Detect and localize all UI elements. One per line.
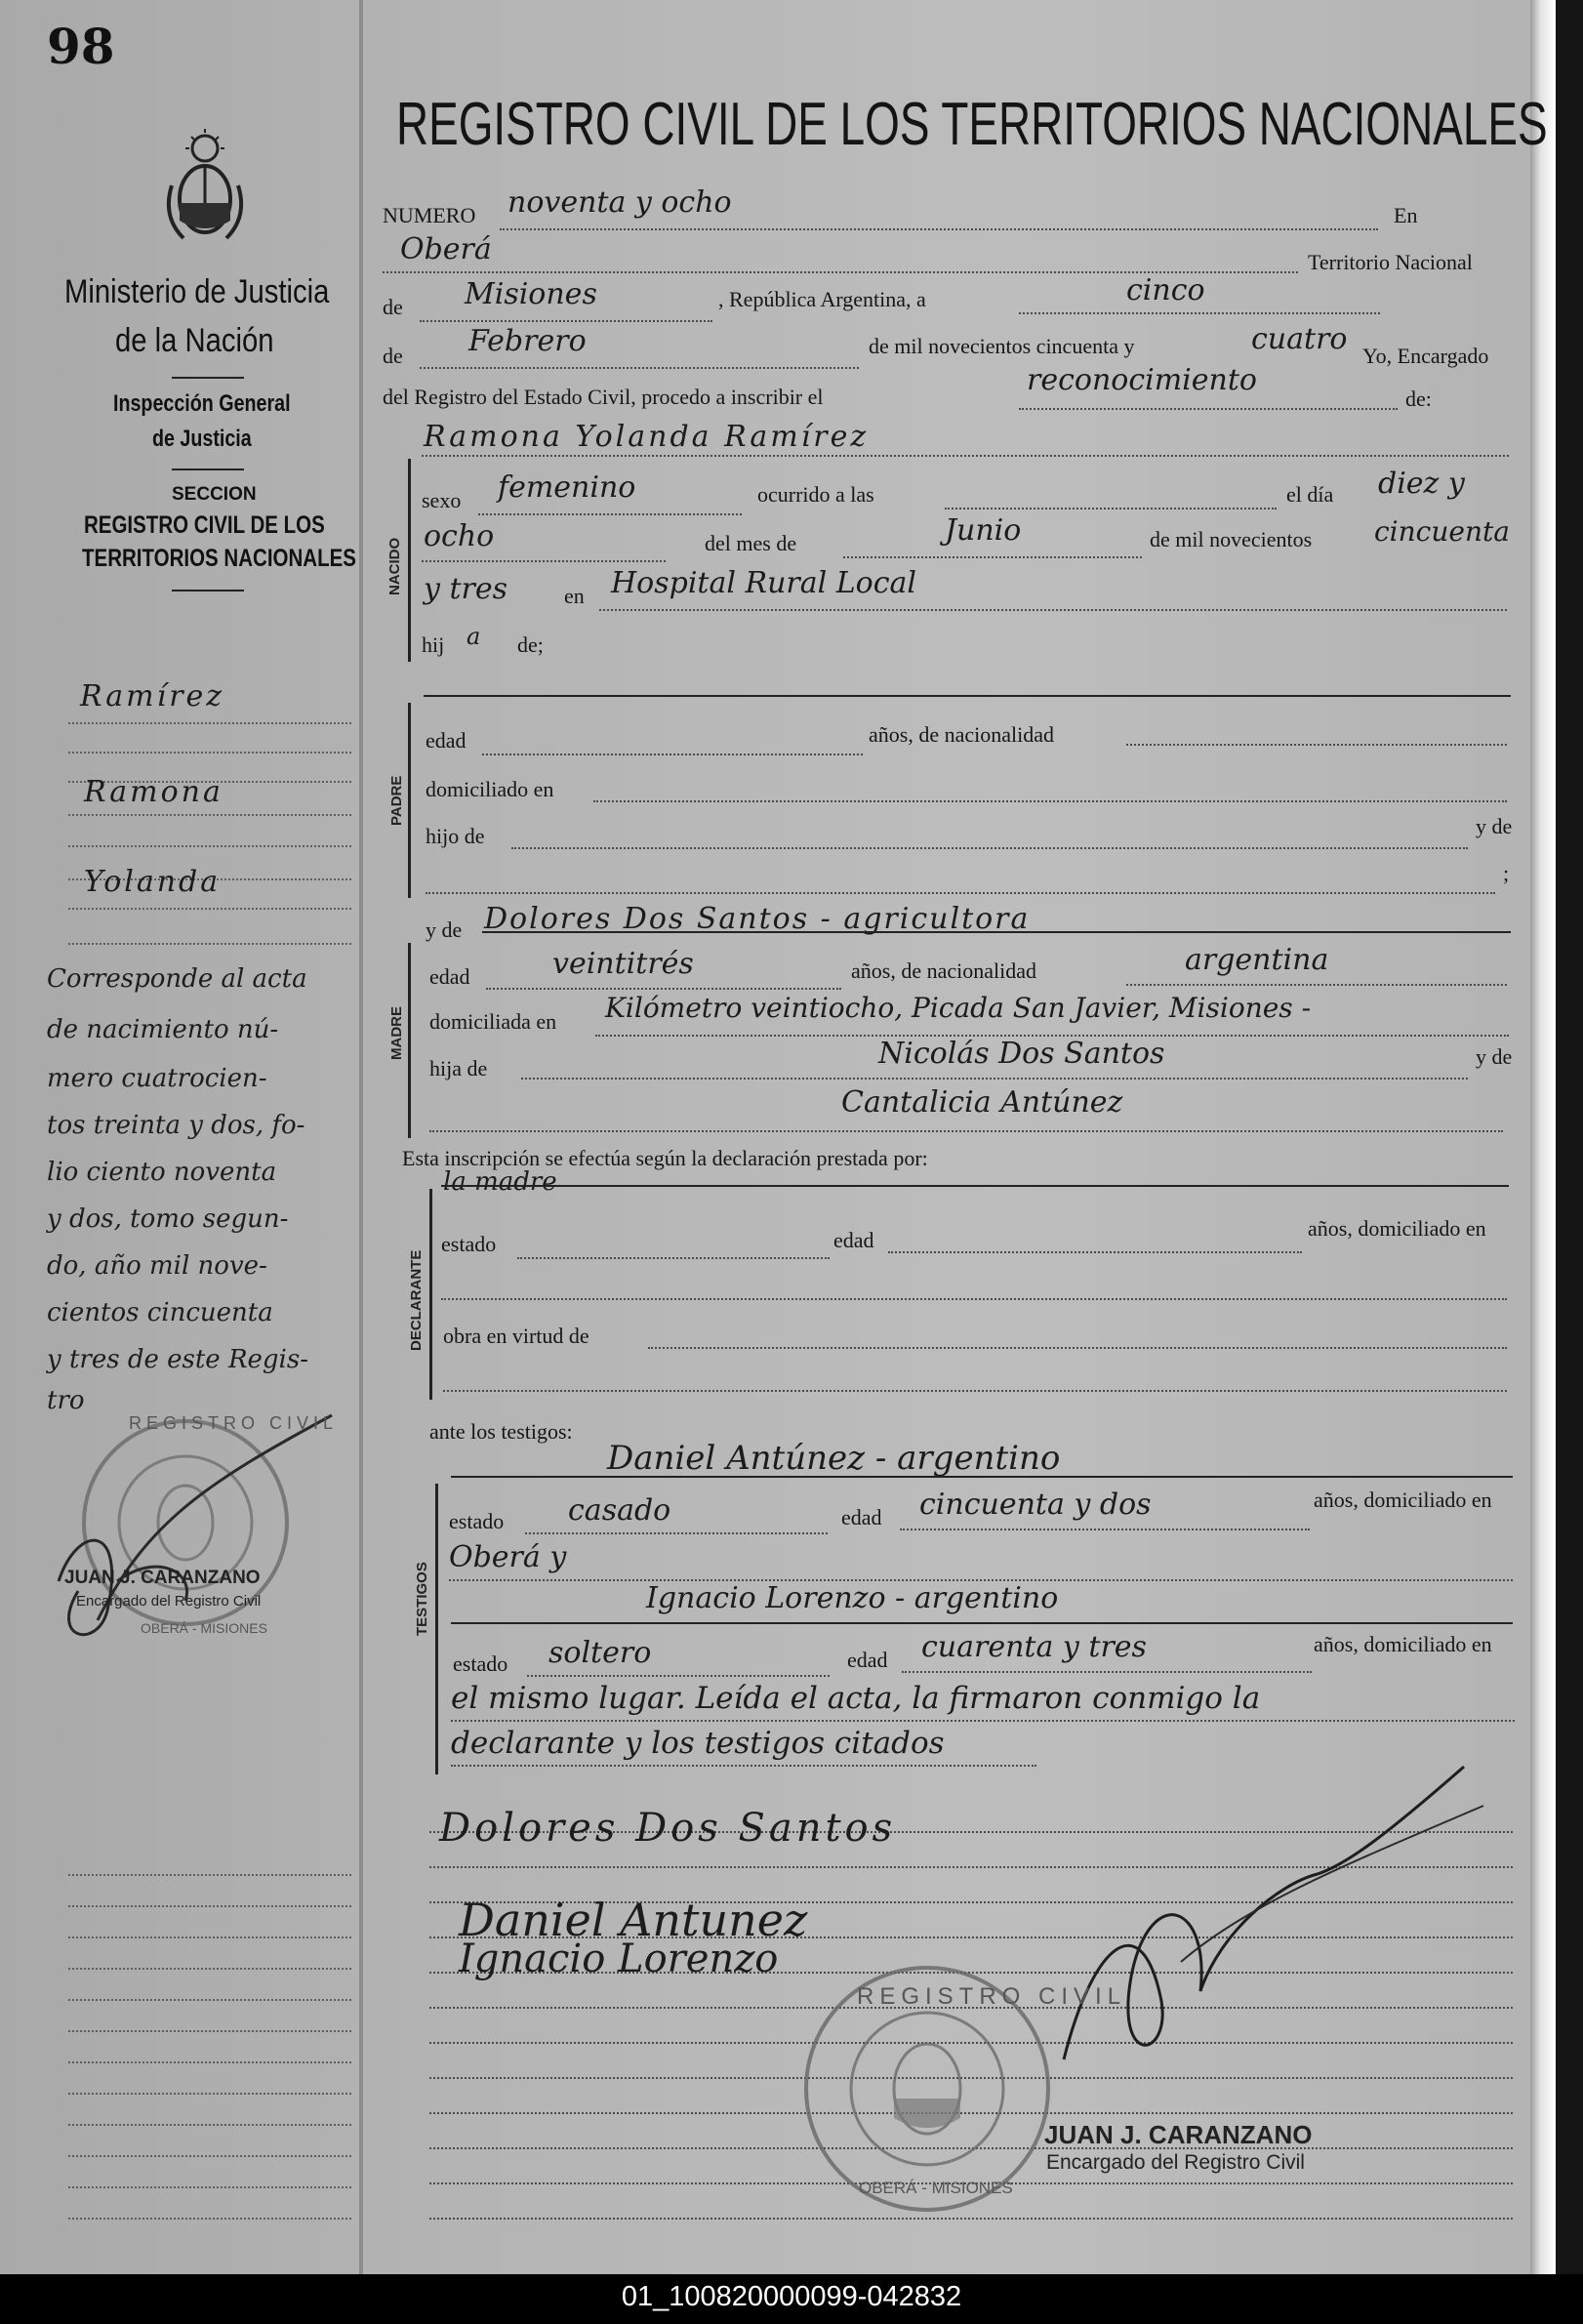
madre-domiciliada-label: domiciliada en xyxy=(429,1009,557,1034)
ocurrido-label: ocurrido a las xyxy=(757,482,874,507)
testigo1-edad-line xyxy=(900,1529,1310,1530)
testigo2-estado-value: soltero xyxy=(548,1636,652,1670)
padre-bracket xyxy=(408,703,411,898)
de-nacido-label: de; xyxy=(517,632,544,657)
closing-line-1-rule xyxy=(451,1720,1515,1722)
madre-name-rule xyxy=(482,931,1511,933)
mes-value: Junio xyxy=(945,513,1022,548)
sidebar-rule-3 xyxy=(172,590,244,591)
form-title: REGISTRO CIVIL DE LOS TERRITORIOS NACIONALES xyxy=(396,91,1548,158)
testigo1-anios-label: años, domiciliado en xyxy=(1314,1488,1492,1512)
padre-nacionalidad-line xyxy=(1126,744,1507,746)
hij-label: hij xyxy=(422,632,445,657)
padre-hijo-line xyxy=(511,847,1468,849)
official-seal-ring-bottom: OBERÁ - MISIONES xyxy=(859,2179,1013,2197)
margin-seal-ring-top: REGISTRO CIVIL xyxy=(129,1413,339,1433)
madre-madre-value: Cantalicia Antúnez xyxy=(841,1085,1123,1120)
month-value: Febrero xyxy=(468,324,587,358)
margin-note-line: lio ciento noventa xyxy=(47,1158,277,1187)
margin-note-line: tro xyxy=(47,1386,85,1415)
testigo2-estado-line xyxy=(527,1675,830,1677)
official-signature-icon xyxy=(1054,1747,1503,2099)
ministry-line-1: Ministerio de Justicia xyxy=(64,273,330,310)
mes-line xyxy=(843,556,1142,558)
margin-seal-stamp xyxy=(39,1376,351,1689)
lugar-line xyxy=(599,609,1507,611)
declarante-domicilio-line xyxy=(441,1298,1507,1300)
madre-anios-label: años, de nacionalidad xyxy=(851,958,1036,983)
declarante-edad-label: edad xyxy=(833,1228,874,1252)
testigos-bracket xyxy=(435,1484,438,1774)
signature-testigo-2: Ignacio Lorenzo xyxy=(459,1937,779,1981)
margin-note-line: de nacimiento nú- xyxy=(47,1015,279,1044)
de-label: de xyxy=(383,295,403,319)
margin-note-line: mero cuatrocien- xyxy=(47,1064,267,1093)
margin-surname: Ramírez xyxy=(80,679,225,714)
closing-line-2-rule xyxy=(451,1765,1036,1767)
numero-label: NUMERO xyxy=(383,203,476,227)
padre-anios-label: años, de nacionalidad xyxy=(869,722,1054,747)
margin-note-line: cientos cincuenta xyxy=(47,1298,273,1327)
lugar-value: Hospital Rural Local xyxy=(611,566,917,600)
section-line-1: REGISTRO CIVIL DE LOS xyxy=(84,511,325,539)
nacido-name-line xyxy=(422,455,1509,457)
official-seal-ring-top: REGISTRO CIVIL xyxy=(857,1983,1127,2010)
coat-of-arms-icon xyxy=(158,127,252,254)
mil-label: de mil novecientos cincuenta y xyxy=(869,334,1135,358)
official-officer-title: Encargado del Registro Civil xyxy=(1046,2151,1305,2174)
page-edge xyxy=(1530,0,1556,2274)
margin-officer-title: Encargado del Registro Civil xyxy=(76,1593,262,1610)
testigo1-rule xyxy=(451,1476,1513,1478)
madre-hija-label: hija de xyxy=(429,1056,488,1080)
day-value: cinco xyxy=(1126,273,1205,307)
sexo-value: femenino xyxy=(498,470,636,505)
territorio-label: Territorio Nacional xyxy=(1308,250,1473,274)
closing-line-1: el mismo lugar. Leída el acta, la firmaron conmigo la xyxy=(451,1681,1261,1716)
madre-edad-line xyxy=(486,988,841,990)
nacido-bracket xyxy=(408,459,411,662)
madre-nacionalidad-line xyxy=(1126,984,1507,986)
declarante-section-label: DECLARANTE xyxy=(408,1249,425,1351)
signature-testigo-1: Daniel Antunez xyxy=(459,1894,808,1946)
yo-label: Yo, Encargado xyxy=(1362,344,1489,368)
declarante-obra-line xyxy=(648,1347,1507,1349)
testigo2-value: Ignacio Lorenzo - argentino xyxy=(646,1581,1059,1615)
nacido-name: Ramona Yolanda Ramírez xyxy=(424,420,870,454)
de-colon-label: de: xyxy=(1405,387,1432,411)
madre-domicilio-value: Kilómetro veintiocho, Picada San Javier, Misiones - xyxy=(605,992,1312,1024)
sexo-label: sexo xyxy=(422,488,462,512)
testigo2-estado-label: estado xyxy=(453,1651,508,1676)
en-label: En xyxy=(1394,203,1418,227)
inspection-line-2: de Justicia xyxy=(152,426,252,452)
madre-name-value: Dolores Dos Santos - agricultora xyxy=(484,902,1031,936)
madre-nacionalidad-value: argentina xyxy=(1185,943,1329,977)
year-value: cuatro xyxy=(1251,322,1348,356)
margin-fold-line xyxy=(359,0,363,2274)
sexo-line xyxy=(478,513,742,515)
declarante-estado-line xyxy=(517,1257,830,1259)
padre-y-de-label: y de xyxy=(1476,814,1513,838)
nacido-section-label: NACIDO xyxy=(386,537,403,595)
dia-value-2: ocho xyxy=(424,519,495,553)
del-mes-label: del mes de xyxy=(705,531,797,555)
page-number: 98 xyxy=(47,18,115,75)
padre-hijo-label: hijo de xyxy=(426,824,485,848)
padre-domiciliado-label: domiciliado en xyxy=(426,777,554,801)
testigo1-edad-value: cincuenta y dos xyxy=(919,1488,1152,1522)
padre-edad-line xyxy=(482,754,863,755)
declarante-edad-line xyxy=(888,1251,1302,1253)
margin-given-name-2: Yolanda xyxy=(84,865,222,899)
signature-declarante: Dolores Dos Santos xyxy=(439,1806,897,1851)
padre-edad-label: edad xyxy=(426,728,467,753)
margin-seal-ring-bottom: OBERÁ - MISIONES xyxy=(141,1620,267,1636)
margin-note-line: tos treinta y dos, fo- xyxy=(47,1111,305,1140)
padre-y-de-line xyxy=(426,892,1495,894)
margin-note-line: y tres de este Regis- xyxy=(47,1345,308,1374)
margin-note-line: y dos, tomo segun- xyxy=(47,1204,289,1234)
declarante-intro: Esta inscripción se efectúa según la declaración prestada por: xyxy=(402,1146,928,1170)
numero-value: noventa y ocho xyxy=(507,185,732,220)
declarante-extra-line xyxy=(443,1390,1507,1392)
testigo2-anios-label: años, domiciliado en xyxy=(1314,1632,1492,1656)
place-value: Oberá xyxy=(400,232,492,266)
madre-edad-value: veintitrés xyxy=(552,947,694,981)
section-line-2: TERRITORIOS NACIONALES xyxy=(82,545,356,572)
inspection-line-1: Inspección General xyxy=(113,390,291,417)
sidebar-rule-1 xyxy=(172,377,244,379)
hora-line xyxy=(945,508,1277,510)
testigos-section-label: TESTIGOS xyxy=(414,1562,430,1636)
padre-top-rule xyxy=(424,695,1511,697)
official-seal xyxy=(800,1962,1127,2216)
act-value: reconocimiento xyxy=(1027,363,1257,397)
book-spine xyxy=(1556,0,1583,2274)
testigo2-edad-label: edad xyxy=(847,1648,888,1672)
testigo2-edad-line xyxy=(902,1671,1312,1673)
anio-value-1: cincuenta xyxy=(1374,515,1510,548)
madre-section-label: MADRE xyxy=(388,1006,405,1060)
republica-label: , República Argentina, a xyxy=(718,287,926,311)
day-line xyxy=(1019,312,1380,314)
de-label-2: de xyxy=(383,344,403,368)
declarante-name-value: la madre xyxy=(443,1167,557,1197)
numero-line xyxy=(500,228,1378,230)
territory-value: Misiones xyxy=(465,277,597,311)
margin-given-name-1: Ramona xyxy=(84,775,223,809)
anio-value-2: y tres xyxy=(424,572,508,606)
dia-value-1: diez y xyxy=(1378,467,1465,501)
official-officer-name: JUAN J. CARANZANO xyxy=(1044,2120,1313,2149)
declarante-anios-label: años, domiciliado en xyxy=(1308,1216,1486,1241)
en-nacido-label: en xyxy=(564,584,585,608)
hij-value: a xyxy=(467,623,481,650)
dia-line-2 xyxy=(422,560,666,562)
testigo1-domicilio-value: Oberá y xyxy=(449,1540,567,1574)
testigo1-edad-label: edad xyxy=(841,1505,882,1529)
declarante-estado-label: estado xyxy=(441,1232,497,1256)
sidebar-rule-2 xyxy=(172,469,244,470)
declarante-obra-label: obra en virtud de xyxy=(443,1324,589,1348)
madre-padre-value: Nicolás Dos Santos xyxy=(878,1037,1165,1071)
madre-edad-label: edad xyxy=(429,964,470,989)
testigos-intro: ante los testigos: xyxy=(429,1419,573,1444)
closing-line-2: declarante y los testigos citados xyxy=(451,1726,945,1761)
ministry-line-2: de la Nación xyxy=(115,322,274,359)
act-line xyxy=(1019,408,1398,410)
image-caption: 01_100820000099-042832 xyxy=(621,2281,962,2312)
margin-officer-name: JUAN J. CARANZANO xyxy=(64,1568,261,1588)
el-dia-label: el día xyxy=(1286,482,1334,507)
testigo1-estado-label: estado xyxy=(449,1509,505,1533)
margin-note-line: do, año mil nove- xyxy=(47,1251,267,1281)
testigo2-edad-value: cuarenta y tres xyxy=(921,1630,1147,1664)
madre-y-de-label: y de xyxy=(426,917,463,942)
padre-semicolon: ; xyxy=(1503,861,1510,885)
month-line xyxy=(420,367,859,369)
testigo1-value: Daniel Antúnez - argentino xyxy=(607,1439,1061,1478)
section-label: SECCION xyxy=(172,484,257,505)
padre-section-label: PADRE xyxy=(388,775,405,826)
del-registro-label: del Registro del Estado Civil, procedo a inscribir el xyxy=(383,385,824,409)
madre-y-de-end-label: y de xyxy=(1476,1044,1513,1069)
madre-madre-line xyxy=(429,1130,1503,1132)
padre-domicilio-line xyxy=(593,800,1507,802)
testigo2-rule xyxy=(451,1622,1513,1624)
madre-bracket xyxy=(408,943,411,1138)
declarante-name-rule xyxy=(441,1185,1509,1187)
madre-hija-line xyxy=(521,1078,1468,1080)
testigo1-estado-value: casado xyxy=(568,1493,671,1528)
declarante-bracket xyxy=(429,1189,432,1400)
margin-note-line: Corresponde al acta xyxy=(47,964,307,994)
testigo1-estado-line xyxy=(525,1532,828,1534)
territory-line xyxy=(420,320,712,322)
mil-novecientos-label: de mil novecientos xyxy=(1150,527,1313,551)
